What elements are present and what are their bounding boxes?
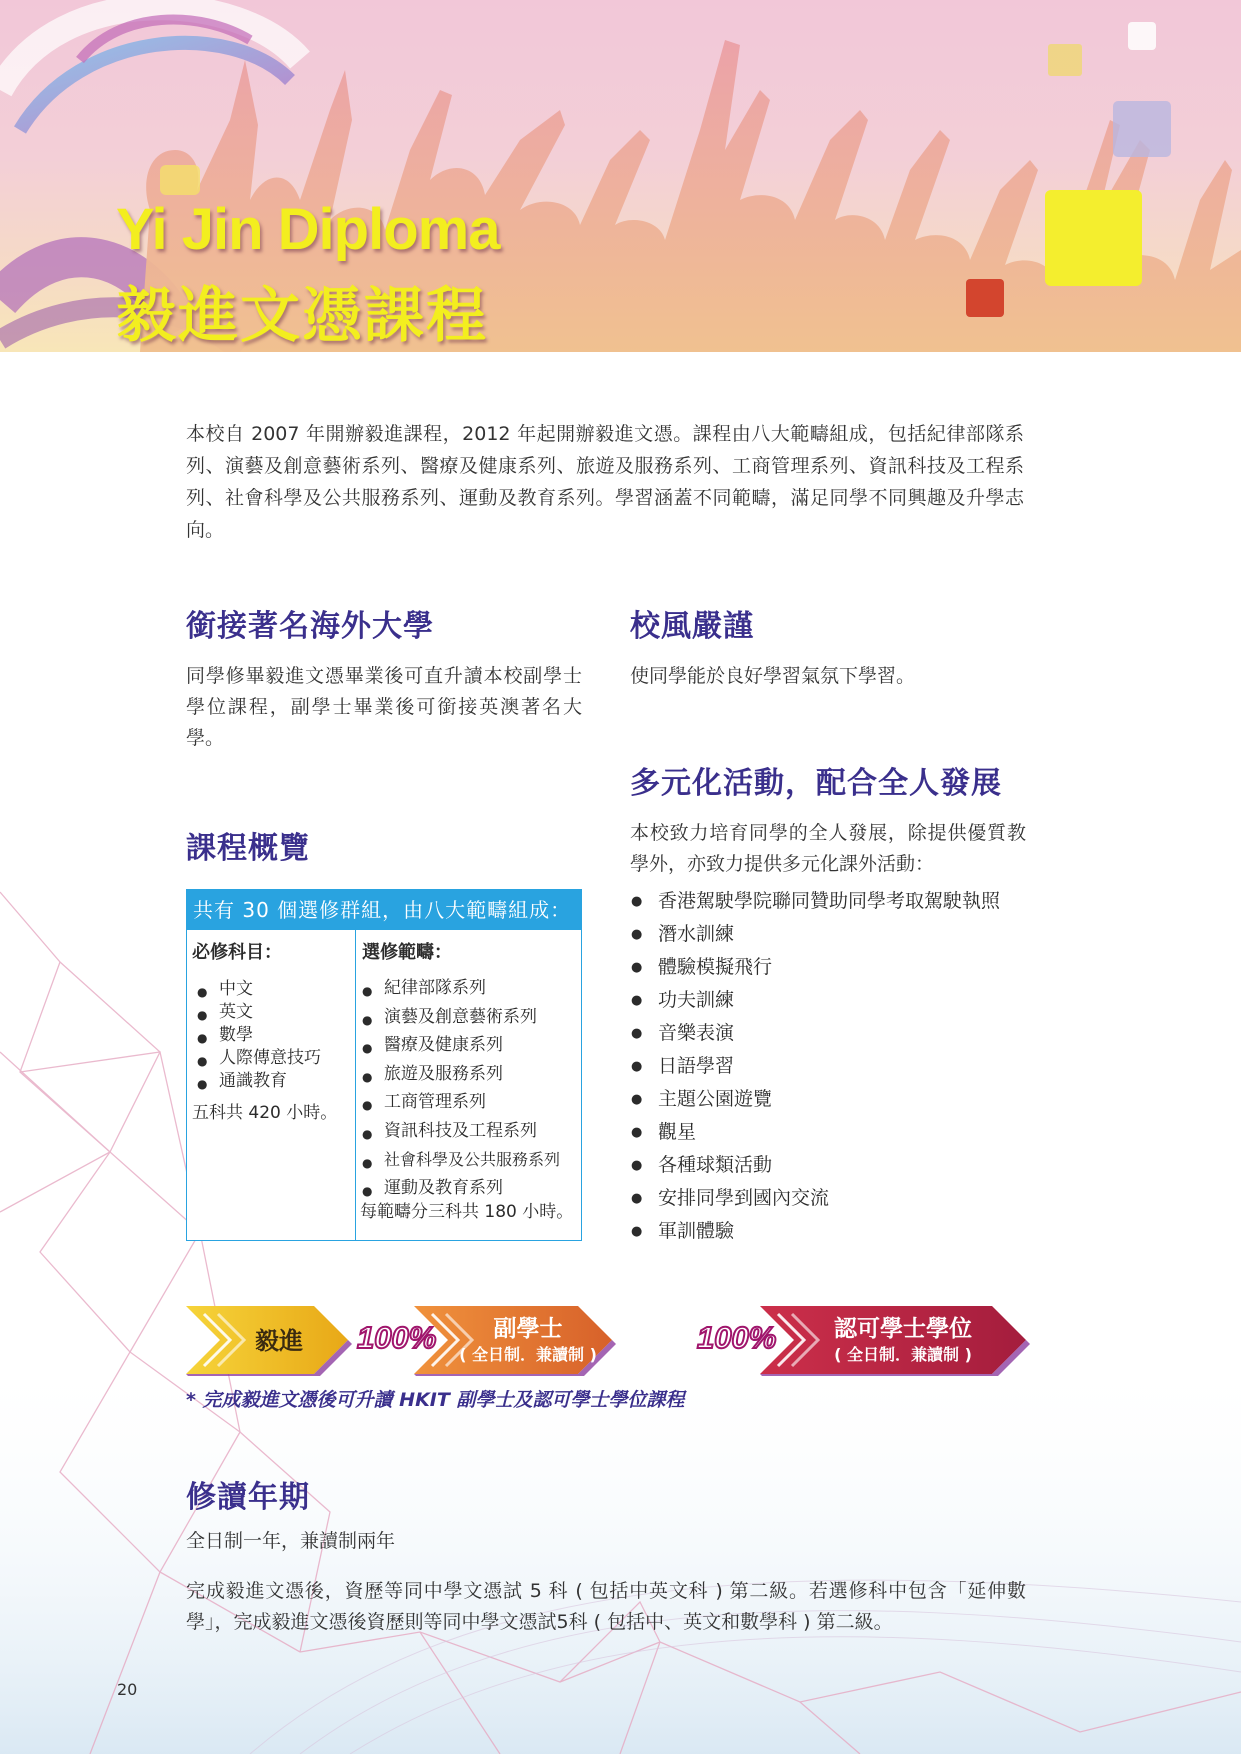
elective-areas-title: 選修範疇： bbox=[362, 942, 452, 963]
progression-pathway bbox=[186, 1304, 1031, 1376]
list-item: ● 紀律部隊系列 bbox=[384, 974, 581, 1003]
page-number: 20 bbox=[117, 1680, 138, 1699]
list-item: ● 軍訓體驗 bbox=[630, 1215, 1000, 1248]
qualification-equivalence-text: 完成毅進文憑後，資歷等同中學文憑試 5 科 ( 包括中英文科 ) 第二級。若選修科中包含「延伸數學」，完成毅進文憑後資歷則等同中學文憑試5科 ( 包括中、英文和數學科 ) 第二級。 bbox=[186, 1580, 1026, 1633]
core-subjects-title: 必修科目： bbox=[192, 942, 282, 963]
list-item: ● 演藝及創意藝術系列 bbox=[384, 1003, 581, 1032]
list-item: ● 功夫訓練 bbox=[630, 984, 1000, 1017]
list-item: ● 安排同學到國內交流 bbox=[630, 1182, 1000, 1215]
elective-areas-column bbox=[357, 930, 581, 1240]
overseas-universities-text: 同學修畢毅進文憑畢業後可直升讀本校副學士學位課程，副學士畢業後可銜接英澳著名大學。 bbox=[186, 665, 582, 749]
list-item: ● 通識教育 bbox=[219, 1070, 355, 1093]
progression-rate-1: 100% bbox=[357, 1320, 437, 1355]
list-item: ● 潛水訓練 bbox=[630, 918, 1000, 951]
heading-course-overview: 課程概覽 bbox=[186, 831, 310, 866]
intro-paragraph: 本校自 2007 年開辦毅進課程，2012 年起開辦毅進文憑。課程由八大範疇組成，包括紀律部隊系列、演藝及創意藝術系列、醫療及健康系列、旅遊及服務系列、工商管理系列、資訊科技及工程系列、社會科學及公共服務系列、運動及教育系列。學習涵蓋不同範疇，滿足同學不同興趣及升學志向。 bbox=[186, 423, 1024, 541]
core-subjects-list bbox=[219, 978, 355, 1093]
progression-rate-2: 100% bbox=[697, 1320, 777, 1355]
list-item: ● 社會科學及公共服務系列 bbox=[384, 1146, 581, 1175]
heading-study-duration: 修讀年期 bbox=[186, 1480, 310, 1515]
table-header: 共有 30 個選修群組，由八大範疇組成： bbox=[187, 890, 581, 930]
list-item: ● 運動及教育系列 bbox=[384, 1174, 581, 1203]
course-overview-table bbox=[186, 889, 582, 1241]
list-item: ● 各種球類活動 bbox=[630, 1149, 1000, 1182]
core-hours-note: 五科共 420 小時。 bbox=[192, 1103, 338, 1123]
list-item: ● 中文 bbox=[219, 978, 355, 1001]
banner-title-chinese: 毅進文憑課程 bbox=[116, 281, 488, 351]
study-duration-text: 全日制一年，兼讀制兩年 bbox=[186, 1530, 396, 1552]
elective-areas-list bbox=[384, 974, 581, 1203]
list-item: ● 醫療及健康系列 bbox=[384, 1031, 581, 1060]
list-item: ● 主題公園遊覽 bbox=[630, 1083, 1000, 1116]
list-item: ● 觀星 bbox=[630, 1116, 1000, 1149]
school-discipline-text: 使同學能於良好學習氣氛下學習。 bbox=[630, 665, 916, 687]
step3-subtitle: ( 全日制．兼讀制 ) bbox=[834, 1345, 972, 1364]
list-item: ● 旅遊及服務系列 bbox=[384, 1060, 581, 1089]
list-item: ● 音樂表演 bbox=[630, 1017, 1000, 1050]
list-item: ● 香港駕駛學院聯同贊助同學考取駕駛執照 bbox=[630, 885, 1000, 918]
heading-activities: 多元化活動，配合全人發展 bbox=[630, 766, 1002, 801]
heading-overseas-universities: 銜接著名海外大學 bbox=[186, 609, 434, 644]
elective-hours-note: 每範疇分三科共 180 小時。 bbox=[360, 1202, 574, 1222]
heading-school-discipline: 校風嚴謹 bbox=[630, 609, 754, 644]
core-subjects-column bbox=[187, 930, 356, 1240]
list-item: ● 體驗模擬飛行 bbox=[630, 951, 1000, 984]
header-banner bbox=[0, 0, 1241, 352]
activities-list bbox=[630, 885, 1000, 1248]
step2-title: 副學士 bbox=[493, 1316, 563, 1342]
activities-intro-text: 本校致力培育同學的全人發展，除提供優質教學外，亦致力提供多元化課外活動： bbox=[630, 822, 1026, 875]
step3-title: 認可學士學位 bbox=[834, 1316, 972, 1342]
step1-label: 毅進 bbox=[255, 1327, 303, 1355]
list-item: ● 工商管理系列 bbox=[384, 1088, 581, 1117]
banner-title-english: Yi Jin Diploma bbox=[116, 197, 500, 262]
list-item: ● 英文 bbox=[219, 1001, 355, 1024]
list-item: ● 人際傳意技巧 bbox=[219, 1047, 355, 1070]
step2-subtitle: ( 全日制．兼讀制 ) bbox=[459, 1345, 597, 1364]
list-item: ● 日語學習 bbox=[630, 1050, 1000, 1083]
list-item: ● 資訊科技及工程系列 bbox=[384, 1117, 581, 1146]
pathway-note: * 完成毅進文憑後可升讀 HKIT 副學士及認可學士學位課程 bbox=[186, 1389, 685, 1411]
list-item: ● 數學 bbox=[219, 1024, 355, 1047]
